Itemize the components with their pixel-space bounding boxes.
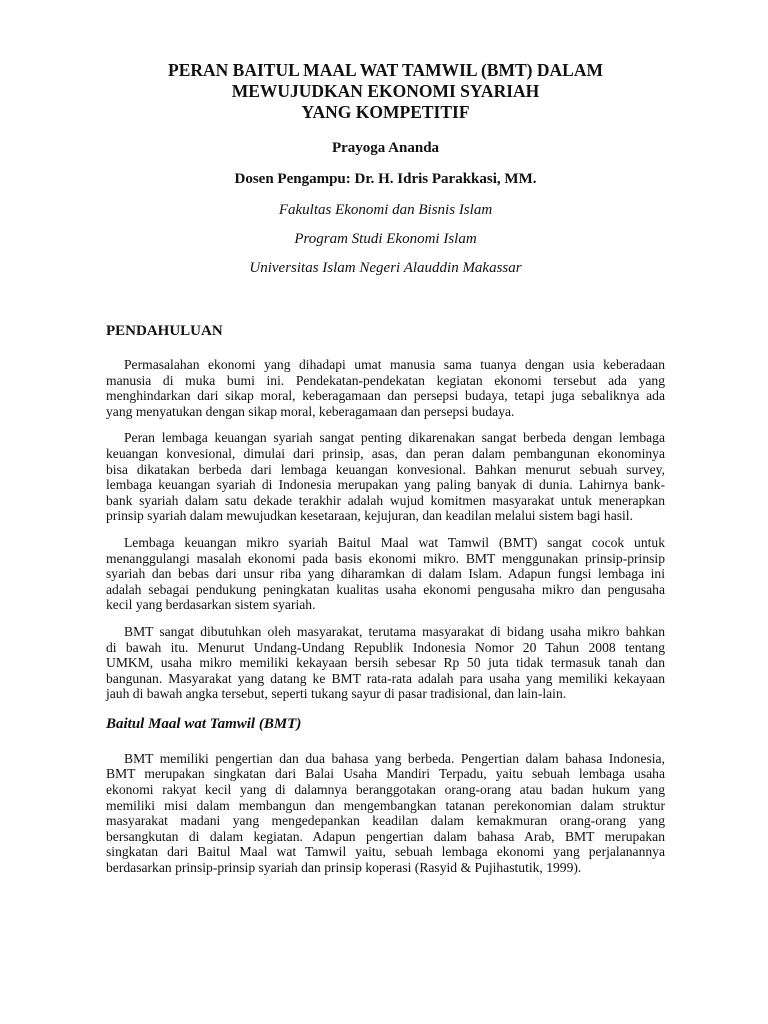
title-line: PERAN BAITUL MAAL WAT TAMWIL (BMT) DALAM <box>168 60 603 80</box>
text-line: bisa dikatakan berbeda dari lembaga keuangan konvesional. Bahkan menurut sebuah survey, <box>106 461 665 477</box>
text-line: BMT memiliki pengertian dan dua bahasa yang berbeda. Pengertian dalam bahasa Indonesia, <box>124 750 665 766</box>
text-line: Permasalahan ekonomi yang dihadapi umat manusia sama tuanya dengan usia keberadaan <box>124 357 665 372</box>
text-line: di bawah itu. Menurut Undang-Undang Republik Indonesia Nomor 20 Tahun 2008 tentang <box>106 639 665 655</box>
text-line: menanggulangi masalah ekonomi pada basis ekonomi mikro. BMT menggunakan prinsip-prinsip <box>106 550 665 566</box>
text-line: berdasarkan prinsip-prinsip syariah dan prinsip koperasi (Rasyid & Pujihastutik, 1999). <box>106 860 582 876</box>
text-line: keuangan konvesional, dimulai dari prinsip, asas, dan peran dalam pembangunan ekonominya <box>106 445 665 461</box>
paragraph <box>106 430 665 524</box>
text-line: bank syariah dalam satu dekade terakhir adalah wujud komitmen masyarakat untuk menerapkan <box>106 492 665 508</box>
affiliation-program: Program Studi Ekonomi Islam <box>294 231 477 247</box>
affiliation-faculty: Fakultas Ekonomi dan Bisnis Islam <box>278 202 493 218</box>
paragraph <box>106 751 665 876</box>
text-line: syariah dan bebas dari unsur riba yang diharamkan di dalam Islam. Adapun fungsi lembaga ini <box>106 566 665 582</box>
text-line: prinsip syariah dalam mewujudkan kesetaraan, kejujuran, dan keadilan melalui sistem bagi hasil. <box>106 508 633 524</box>
title-line: MEWUJUDKAN EKONOMI SYARIAH <box>231 81 540 101</box>
paragraph <box>106 624 665 702</box>
section-heading-bmt: Baitul Maal wat Tamwil (BMT) <box>106 715 302 732</box>
paragraph <box>106 535 665 613</box>
text-line: yang menyatukan dengan sikap moral, keberagamaan dan persepsi budaya. <box>106 403 515 419</box>
text-line: BMT merupakan singkatan dari Balai Usaha Mandiri Terpadu, yaitu sebuah lembaga usaha <box>106 766 665 782</box>
text-line: kecil yang berdasarkan sistem syariah. <box>106 597 316 613</box>
text-line: jauh di bawah angka tersebut, seperti tukang sayur di pasar tradisional, dan lain-lain. <box>106 686 567 702</box>
title-line: YANG KOMPETITIF <box>301 102 470 122</box>
text-line: memiliki misi dalam membangun dan mengembangkan tatanan perekonomian dalam struktur <box>106 797 665 813</box>
paragraph <box>106 357 665 419</box>
text-line: Peran lembaga keuangan syariah sangat penting dikarenakan sangat berbeda dengan lembaga <box>124 430 665 446</box>
text-line: lembaga keuangan syariah di Indonesia merupakan yang paling banyak di dunia. Lahirnya bank- <box>106 477 665 493</box>
text-line: adalah sebagai pendukung peningkatan kualitas usaha ekonomi pengusaha mikro dan pengusaha <box>106 581 665 597</box>
text-line: singkatan dari Baitul Maal wat Tamwil yaitu, sebuah lembaga ekonomi yang perjalanannya <box>106 844 665 860</box>
paper-title <box>106 60 665 123</box>
affiliation-university: Universitas Islam Negeri Alauddin Makassar <box>249 260 522 276</box>
text-line: UMKM, usaha mikro memiliki kekayaan bersih sebesar Rp 50 juta tidak termasuk tanah dan <box>106 655 665 671</box>
section-heading-pendahuluan: PENDAHULUAN <box>106 323 223 339</box>
text-line: ekonomi rakyat kecil yang di dalamnya beranggotakan orang-orang atau badan hukum yang <box>106 782 665 798</box>
lecturer-name: Dosen Pengampu: Dr. H. Idris Parakkasi, MM. <box>234 171 537 187</box>
author-name: Prayoga Ananda <box>331 140 440 156</box>
text-line: manusia di muka bumi ini. Pendekatan-pendekatan kegiatan ekonomi tersebut ada yang <box>106 372 665 388</box>
text-line: bangunan. Masyarakat yang datang ke BMT rata-rata adalah para usaha yang memiliki kekayaan <box>106 670 665 686</box>
text-line: menghindarkan dari sikap moral, keberagamaan dan persepsi budaya, tetapi juga sebaliknya ada <box>106 388 665 404</box>
text-line: bersangkutan di dalam kegiatan. Adapun pengertian dalam bahasa Arab, BMT merupakan <box>106 828 665 844</box>
text-line: BMT sangat dibutuhkan oleh masyarakat, terutama masyarakat di bidang usaha mikro bahkan <box>124 623 665 639</box>
text-line: Lembaga keuangan mikro syariah Baitul Maal wat Tamwil (BMT) sangat cocok untuk <box>124 534 665 550</box>
text-line: masyarakat madani yang mengedepankan keadilan dalam kemakmuran orang-orang yang <box>106 813 665 829</box>
